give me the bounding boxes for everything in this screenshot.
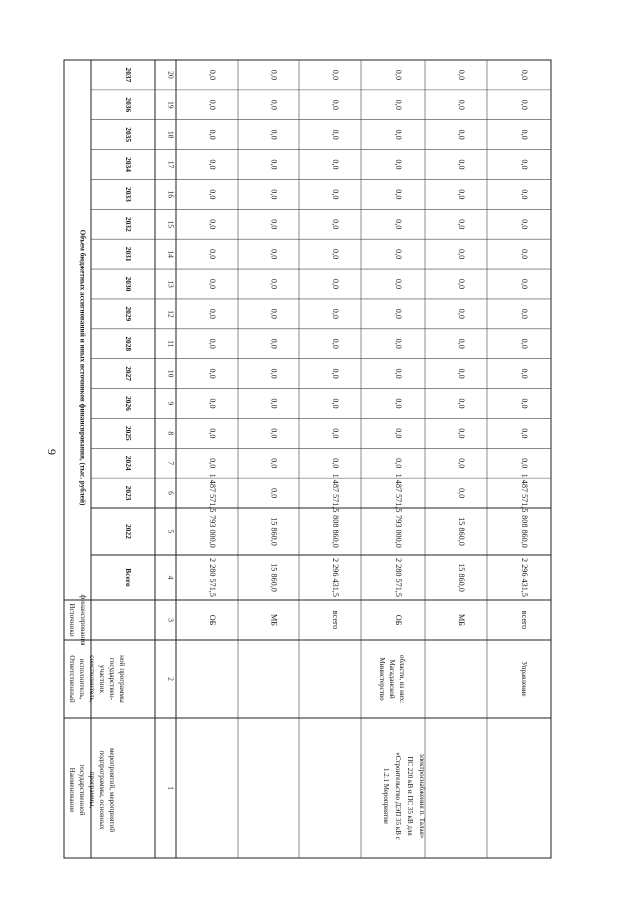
value-cell: 0,0 [331, 368, 340, 379]
value-cell: 0,0 [520, 219, 529, 230]
value-cell: 793 000,0 [394, 515, 403, 548]
header-year-2025: 2025 [124, 425, 133, 441]
value-cell: 0,0 [269, 129, 279, 140]
value-cell: 0,0 [269, 368, 279, 379]
value-cell: 0,0 [457, 249, 466, 260]
header-executor-line: Ответственный [68, 655, 76, 703]
value-cell: 0,0 [208, 99, 217, 110]
header-year-2033: 2033 [124, 187, 133, 202]
value-cell: 0,0 [520, 249, 529, 260]
total-cell: 2 280 571,5 [208, 558, 217, 597]
value-cell: 0,0 [394, 219, 403, 230]
header-year-2029: 2029 [124, 306, 133, 322]
header-year-2031: 2031 [124, 246, 133, 262]
value-cell: 0,0 [520, 129, 529, 140]
value-cell: 0,0 [331, 219, 340, 230]
value-cell: 0,0 [457, 99, 466, 110]
value-cell: 0,0 [269, 159, 279, 170]
value-cell: 808 860,0 [520, 515, 529, 548]
value-cell: 0,0 [331, 69, 340, 81]
source-cell: МБ [457, 614, 466, 626]
value-cell: 0,0 [331, 99, 340, 110]
total-cell: 15 860,0 [457, 563, 466, 592]
value-cell: 0,0 [269, 219, 279, 230]
value-cell: 0,0 [457, 368, 466, 379]
column-number: 16 [166, 190, 176, 199]
value-cell: 0,0 [394, 278, 403, 290]
value-cell: 0,0 [331, 159, 340, 170]
value-cell: 0,0 [457, 458, 466, 469]
value-cell: 1 487 571,5 [394, 473, 403, 513]
header-executor-line: участник [98, 665, 106, 693]
value-cell: 0,0 [269, 278, 279, 290]
value-cell: 0,0 [520, 189, 529, 200]
value-cell: 0,0 [269, 428, 279, 439]
value-cell: 0,0 [457, 278, 466, 290]
value-cell: 0,0 [208, 368, 217, 379]
header-source-column [68, 594, 87, 646]
header-year-2022: 2022 [124, 524, 133, 539]
total-cell: 15 860,0 [269, 563, 279, 592]
column-number: 6 [166, 491, 176, 495]
value-cell: 0,0 [331, 189, 340, 200]
value-cell: 0,0 [269, 99, 279, 110]
value-cell: 1 487 571,5 [331, 473, 340, 513]
table-body [208, 70, 529, 629]
table-grid [64, 60, 551, 858]
value-cell: 0,0 [394, 129, 403, 140]
column-number: 3 [166, 618, 176, 622]
value-cell: 0,0 [394, 368, 403, 379]
value-cell: 0,0 [269, 398, 279, 409]
column-number: 14 [166, 250, 176, 258]
value-cell: 0,0 [520, 338, 529, 349]
column-numbers [167, 71, 176, 790]
header-year-2034: 2034 [124, 157, 133, 172]
value-cell: 0,0 [331, 338, 340, 349]
total-cell: 2 280 571,5 [394, 558, 403, 597]
value-cell: 0,0 [208, 249, 217, 260]
value-cell: 0,0 [208, 219, 217, 230]
value-cell: 808 860,0 [331, 515, 340, 548]
column-number: 19 [166, 101, 176, 109]
value-cell: 0,0 [457, 428, 466, 439]
column-number: 10 [166, 369, 176, 378]
header-year-2023: 2023 [124, 485, 133, 501]
column-number: 12 [166, 310, 176, 318]
column-number: 2 [166, 677, 176, 681]
header-name-line: Наименование [68, 767, 76, 813]
value-cell: 0,0 [394, 99, 403, 110]
value-cell: 0,0 [457, 189, 466, 200]
header-year-2036: 2036 [124, 97, 133, 113]
source-cell: всего [331, 610, 340, 630]
measure-name-line: «Строительство ДЭП 35 кВ с [394, 752, 402, 840]
header-executor-line: государствен- [108, 657, 116, 701]
value-cell: 793 000,0 [208, 515, 217, 548]
value-cell: 0,0 [331, 308, 340, 319]
value-cell: 0,0 [394, 338, 403, 349]
value-cell: 0,0 [394, 189, 403, 200]
value-cell: 0,0 [331, 249, 340, 260]
value-cell: 0,0 [520, 398, 529, 409]
value-cell: 0,0 [457, 129, 466, 140]
header-year-2027: 2027 [124, 366, 133, 381]
column-number: 9 [166, 401, 176, 406]
value-cell: 0,0 [208, 428, 217, 439]
page-number: 9 [45, 449, 59, 455]
column-number: 8 [166, 431, 176, 436]
value-cell: 0,0 [208, 458, 217, 469]
column-number: 4 [166, 575, 176, 580]
value-cell: 0,0 [520, 308, 529, 319]
value-cell: 0,0 [208, 338, 217, 349]
value-cell: 0,0 [394, 69, 403, 81]
column-number: 15 [166, 220, 176, 229]
column-number: 11 [166, 340, 176, 348]
column-number: 5 [166, 529, 176, 534]
value-cell: 0,0 [394, 308, 403, 319]
measure-name [382, 752, 426, 840]
header-source-line: Источники [68, 603, 76, 637]
value-cell: 0,0 [520, 99, 529, 110]
column-number: 20 [166, 71, 176, 79]
value-cell: 0,0 [331, 428, 340, 439]
header-name-line: мероприятий, мероприятий [108, 747, 116, 833]
ministry-name-line: Магаданской [388, 659, 396, 699]
measure-name-line: 1.2.1 Мероприятие [382, 767, 390, 825]
value-cell: 0,0 [208, 278, 217, 290]
value-cell: 0,0 [520, 458, 529, 469]
measure-name-line: ПС 220 кВ и ПС 35 кВ для [406, 756, 414, 836]
header-year-2032: 2032 [124, 216, 133, 232]
value-cell: 0,0 [457, 487, 466, 499]
value-cell: 0,0 [208, 69, 217, 81]
value-cell: 1 487 571,5 [208, 473, 217, 513]
value-cell: 0,0 [269, 487, 279, 499]
value-cell: 15 860,0 [457, 517, 466, 546]
value-cell: 0,0 [520, 428, 529, 439]
value-cell: 0,0 [457, 159, 466, 170]
header-source-line: финансирования [79, 594, 87, 646]
value-cell: 0,0 [208, 308, 217, 319]
source-cell: МБ [269, 614, 279, 626]
value-cell: 0,0 [331, 398, 340, 409]
header-executor-line: ной программы [118, 655, 126, 703]
executor-ministry [378, 655, 406, 703]
value-cell: 0,0 [269, 308, 279, 319]
ministry-name-line: Министерство [378, 657, 386, 701]
ministry-name-line: области, из них: [398, 654, 406, 704]
header-year-2037: 2037 [124, 67, 133, 83]
value-cell: 0,0 [457, 398, 466, 409]
value-cell: 0,0 [269, 338, 279, 349]
header-name-line: программы, [88, 771, 96, 809]
value-cell: 0,0 [208, 189, 217, 200]
column-number: 17 [166, 160, 176, 169]
source-cell: всего [520, 610, 529, 630]
year-headers [124, 68, 133, 587]
value-cell: 0,0 [394, 458, 403, 469]
source-cell: ОБ [394, 614, 403, 626]
value-cell: 0,0 [208, 159, 217, 170]
value-cell: 0,0 [457, 338, 466, 349]
value-cell: 15 860,0 [269, 517, 279, 546]
executor-admin: Управление [520, 661, 528, 697]
value-cell: 0,0 [331, 458, 340, 469]
value-cell: 0,0 [520, 278, 529, 290]
header-executor-line: исполнитель, [78, 658, 86, 700]
column-number: 7 [166, 461, 176, 466]
header-year-2028: 2028 [124, 336, 133, 352]
value-cell: 0,0 [394, 398, 403, 409]
header-year-2035: 2035 [124, 127, 133, 143]
value-cell: 0,0 [269, 249, 279, 260]
value-cell: 0,0 [457, 69, 466, 81]
value-cell: 0,0 [394, 159, 403, 170]
total-cell: 2 296 431,5 [520, 558, 529, 597]
value-cell: 0,0 [269, 69, 279, 81]
value-cell: 0,0 [520, 159, 529, 170]
source-cell: ОБ [208, 614, 217, 626]
value-cell: 1 487 571,5 [520, 473, 529, 513]
value-cell: 0,0 [331, 278, 340, 290]
value-cell: 0,0 [457, 219, 466, 230]
value-cell: 0,0 [457, 308, 466, 319]
column-number: 18 [166, 130, 176, 139]
value-cell: 0,0 [394, 428, 403, 439]
value-cell: 0,0 [331, 129, 340, 140]
value-cell: 0,0 [520, 368, 529, 379]
header-total-label: Всего [124, 568, 133, 587]
header-year-2026: 2026 [124, 396, 133, 411]
value-cell: 0,0 [208, 129, 217, 140]
header-year-2030: 2030 [124, 276, 133, 292]
value-cell: 0,0 [269, 189, 279, 200]
value-cell: 0,0 [394, 249, 403, 260]
header-name-line: подпрограммы, основных [98, 750, 106, 830]
header-executor-column [68, 655, 126, 703]
measure-name-line: электроснабжения п. Талая» [418, 753, 426, 839]
value-cell: 0,0 [208, 398, 217, 409]
header-name-column [68, 748, 116, 832]
header-name-line: государственной [78, 764, 86, 816]
column-number: 1 [166, 786, 176, 790]
total-cell: 2 296 431,5 [331, 558, 340, 597]
header-executor-line: соисполнитель, [88, 655, 96, 703]
value-cell: 0,0 [520, 69, 529, 81]
header-year-2024: 2024 [124, 455, 133, 471]
funding-title: Объем бюджетных ассигнований и иных источников финансирования, (тыс. рублей) [78, 229, 87, 506]
column-number: 13 [166, 280, 176, 288]
value-cell: 0,0 [269, 458, 279, 469]
